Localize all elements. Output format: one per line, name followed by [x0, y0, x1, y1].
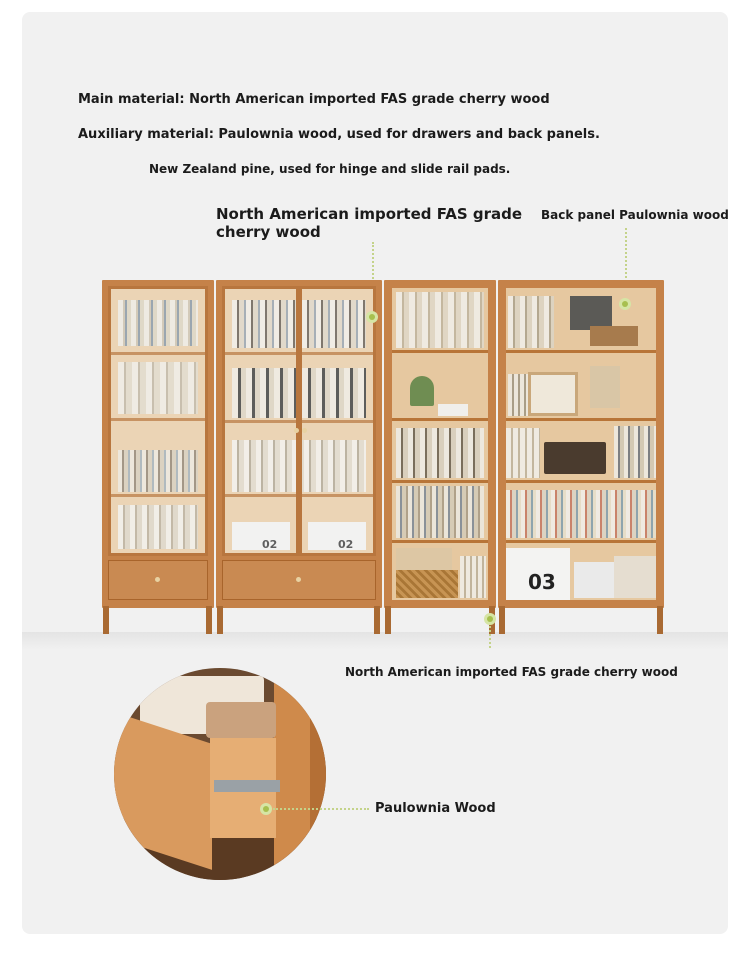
potted-plant: [410, 376, 434, 406]
shelf: [506, 540, 656, 543]
shelf: [392, 480, 488, 483]
wicker-basket: [396, 570, 458, 598]
base-callout-leader: [489, 626, 491, 648]
projector: [438, 404, 468, 416]
shelf: [506, 480, 656, 483]
books-row: [460, 556, 486, 598]
books-row: [508, 296, 554, 348]
leg: [374, 606, 380, 634]
drawer-callout-leader: [273, 808, 369, 810]
shelf: [392, 350, 488, 353]
shelf: [392, 418, 488, 421]
glass-door: [108, 286, 208, 556]
books-row: [396, 428, 484, 478]
small-box: [614, 556, 656, 598]
leg: [499, 606, 505, 634]
drawer-knob: [296, 577, 301, 582]
drawer-callout-dot: [260, 803, 272, 815]
back-panel-callout-dot: [619, 298, 631, 310]
slide-rail: [214, 780, 280, 792]
shelf: [392, 540, 488, 543]
leg: [385, 606, 391, 634]
pine-material-text: New Zealand pine, used for hinge and slide rail pads.: [149, 162, 511, 176]
drawer-detail-photo: [114, 668, 326, 880]
framed-art: [590, 366, 620, 408]
snack-package: [206, 702, 276, 738]
box-label: 02: [338, 538, 354, 551]
base-callout: North American imported FAS grade cherry wood: [345, 665, 678, 679]
picture-frame: [528, 372, 578, 416]
boxes: [396, 548, 452, 570]
books-row: [614, 426, 656, 478]
books-row: [506, 428, 540, 478]
box-label: 02: [262, 538, 278, 551]
auxiliary-material-text: Auxiliary material: Paulownia wood, used for drawers and back panels.: [78, 127, 600, 142]
wooden-box: [590, 326, 638, 346]
books-row: [396, 486, 484, 538]
cabinet-side: [310, 668, 326, 880]
shelf: [506, 418, 656, 421]
glass-door-right: [299, 286, 376, 556]
frame-callout-line1: North American imported FAS grade: [216, 205, 523, 223]
leg: [657, 606, 663, 634]
leg: [206, 606, 212, 634]
base-callout-dot: [484, 613, 496, 625]
drawer-knob: [155, 577, 160, 582]
door-knob: [294, 428, 299, 433]
book-surf-shacks: [570, 296, 612, 330]
cabinet-side: [274, 668, 314, 880]
leg: [103, 606, 109, 634]
floor-shadow: [22, 632, 728, 650]
books-row: [506, 490, 656, 538]
small-box: [574, 562, 614, 598]
frame-callout-line2: cherry wood: [216, 223, 321, 241]
shelf: [506, 350, 656, 353]
glass-door-left: [222, 286, 299, 556]
leg: [217, 606, 223, 634]
drawer-callout: Paulownia Wood: [375, 801, 496, 816]
frame-callout-dot: [366, 311, 378, 323]
box-label: 03: [528, 570, 556, 594]
books-row: [396, 292, 484, 348]
back-panel-callout: Back panel Paulownia wood: [541, 208, 729, 222]
door-knob: [302, 428, 307, 433]
main-material-text: Main material: North American imported FAS grade cherry wood: [78, 92, 550, 107]
bluetooth-speaker: [544, 442, 606, 474]
